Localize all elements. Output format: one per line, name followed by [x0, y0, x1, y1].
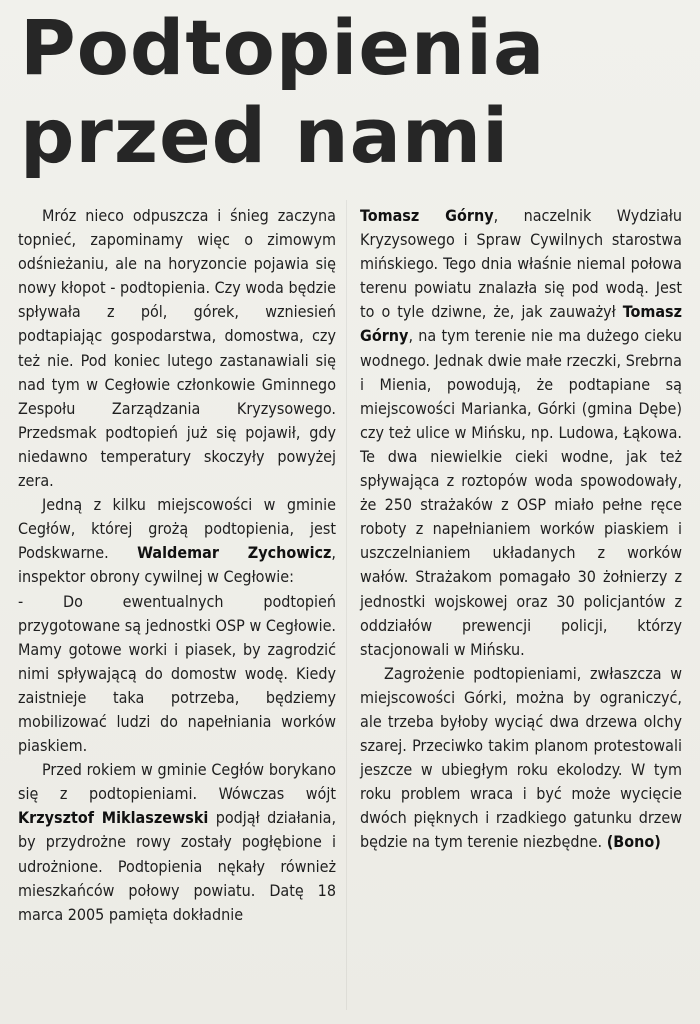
paragraph-quote: - Do ewentualnych podtopień przygotowane są jednostki OSP w Cegłowie. Mamy gotowe worki i piasek, by zagrodzić nimi spływającą do domostw wodę. Kiedy zaistnieje taka potrzeba, będziemy mobilizować ludzi do napełniania worków piaskiem.	[18, 591, 336, 756]
headline-line-2: przed nami	[20, 91, 510, 180]
text-fragment: podjął działania, by przydrożne rowy zostały pogłębione i udrożnione. Podtopienia nękały również mieszkańców połowy powiatu. Datę 18 marca 2005 pamięta dokładnie	[18, 808, 337, 924]
headline-line-1: Podtopienia	[20, 3, 546, 92]
text-fragment: Jedną z kilku miejscowości w gminie Cegłów, której grożą podtopienia, jest Podskwarne.	[18, 495, 336, 563]
text-fragment: , inspektor obrony cywilnej w Cegłowie:	[18, 543, 336, 587]
paragraph-podskwarne	[18, 493, 336, 589]
person-name: Tomasz Górny	[360, 302, 682, 346]
text-fragment: Przed rokiem w gminie Cegłów borykano się z podtopieniami. Wówczas wójt	[18, 760, 336, 804]
paragraph-last-year	[18, 758, 336, 927]
person-name: Waldemar Zychowicz	[137, 543, 332, 563]
text-fragment: , naczelnik Wydziału Kryzysowego i Spraw Cywilnych starostwa mińskiego. Tego dnia właśnie niemal połowa terenu powiatu znalazła się pod wodą. Jest to o tyle dziwne, że, jak zauważył	[360, 206, 682, 322]
paragraph-threat	[360, 662, 682, 855]
text-fragment: , na tym terenie nie ma dużego cieku wodnego. Jednak dwie małe rzeczki, Srebrna i Mienia, powodują, że podtapiane są miejscowości Marianka, Górki (gmina Dębe) czy też ulice w Mińsku, np. Ludowa, Łąkowa. Te dwa niewielkie cieki wodne, jak też spływająca z roztopów woda spowodowały, że 250 strażaków z OSP miało pełne ręce roboty z napełnianiem worków piaskiem i uszczelnianiem układanych z worków wałów. Strażakom pomagało 30 żołnierzy z jednostki wojskowej oraz 30 policjantów z oddziałów prewencji policji, którzy stacjonowali w Mińsku.	[360, 326, 682, 659]
column-divider	[346, 200, 347, 1010]
person-name: Krzysztof Miklaszewski	[18, 808, 209, 828]
paragraph-continuation	[360, 204, 682, 662]
person-name: Tomasz Górny	[360, 206, 494, 225]
headline	[20, 4, 660, 180]
paragraph-intro: Mróz nieco odpuszcza i śnieg zaczyna topnieć, zapominamy więc o zimowym odśnieżaniu, ale na horyzoncie pojawia się nowy kłopot - podtopienia. Czy woda będzie spływała z pól, górek, wzniesień podtapiając gospodarstwa, domostwa, czy też nie. Pod koniec lutego zastanawiali się nad tym w Cegłowie członkowie Gminnego Zespołu Zarządzania Kryzysowego. Przedsmak podtopień już się pojawił, gdy niedawno temperatury skoczyły powyżej zera.	[18, 206, 336, 491]
author-signature: (Bono)	[606, 832, 661, 852]
text-fragment: Zagrożenie podtopieniami, zwłaszcza w miejscowości Górki, można by ograniczyć, ale trzeba byłoby wyciąć dwa drzewa olchy szarej. Przeciwko takim planom protestowali jeszcze w ubiegłym roku ekolodzy. W tym roku problem wraca i być może wycięcie dwóch pięknych i rzadkiego gatunku drzew będzie na tym terenie niezbędne.	[360, 663, 682, 852]
article-column-right	[360, 204, 682, 855]
article-column-left	[18, 204, 336, 927]
